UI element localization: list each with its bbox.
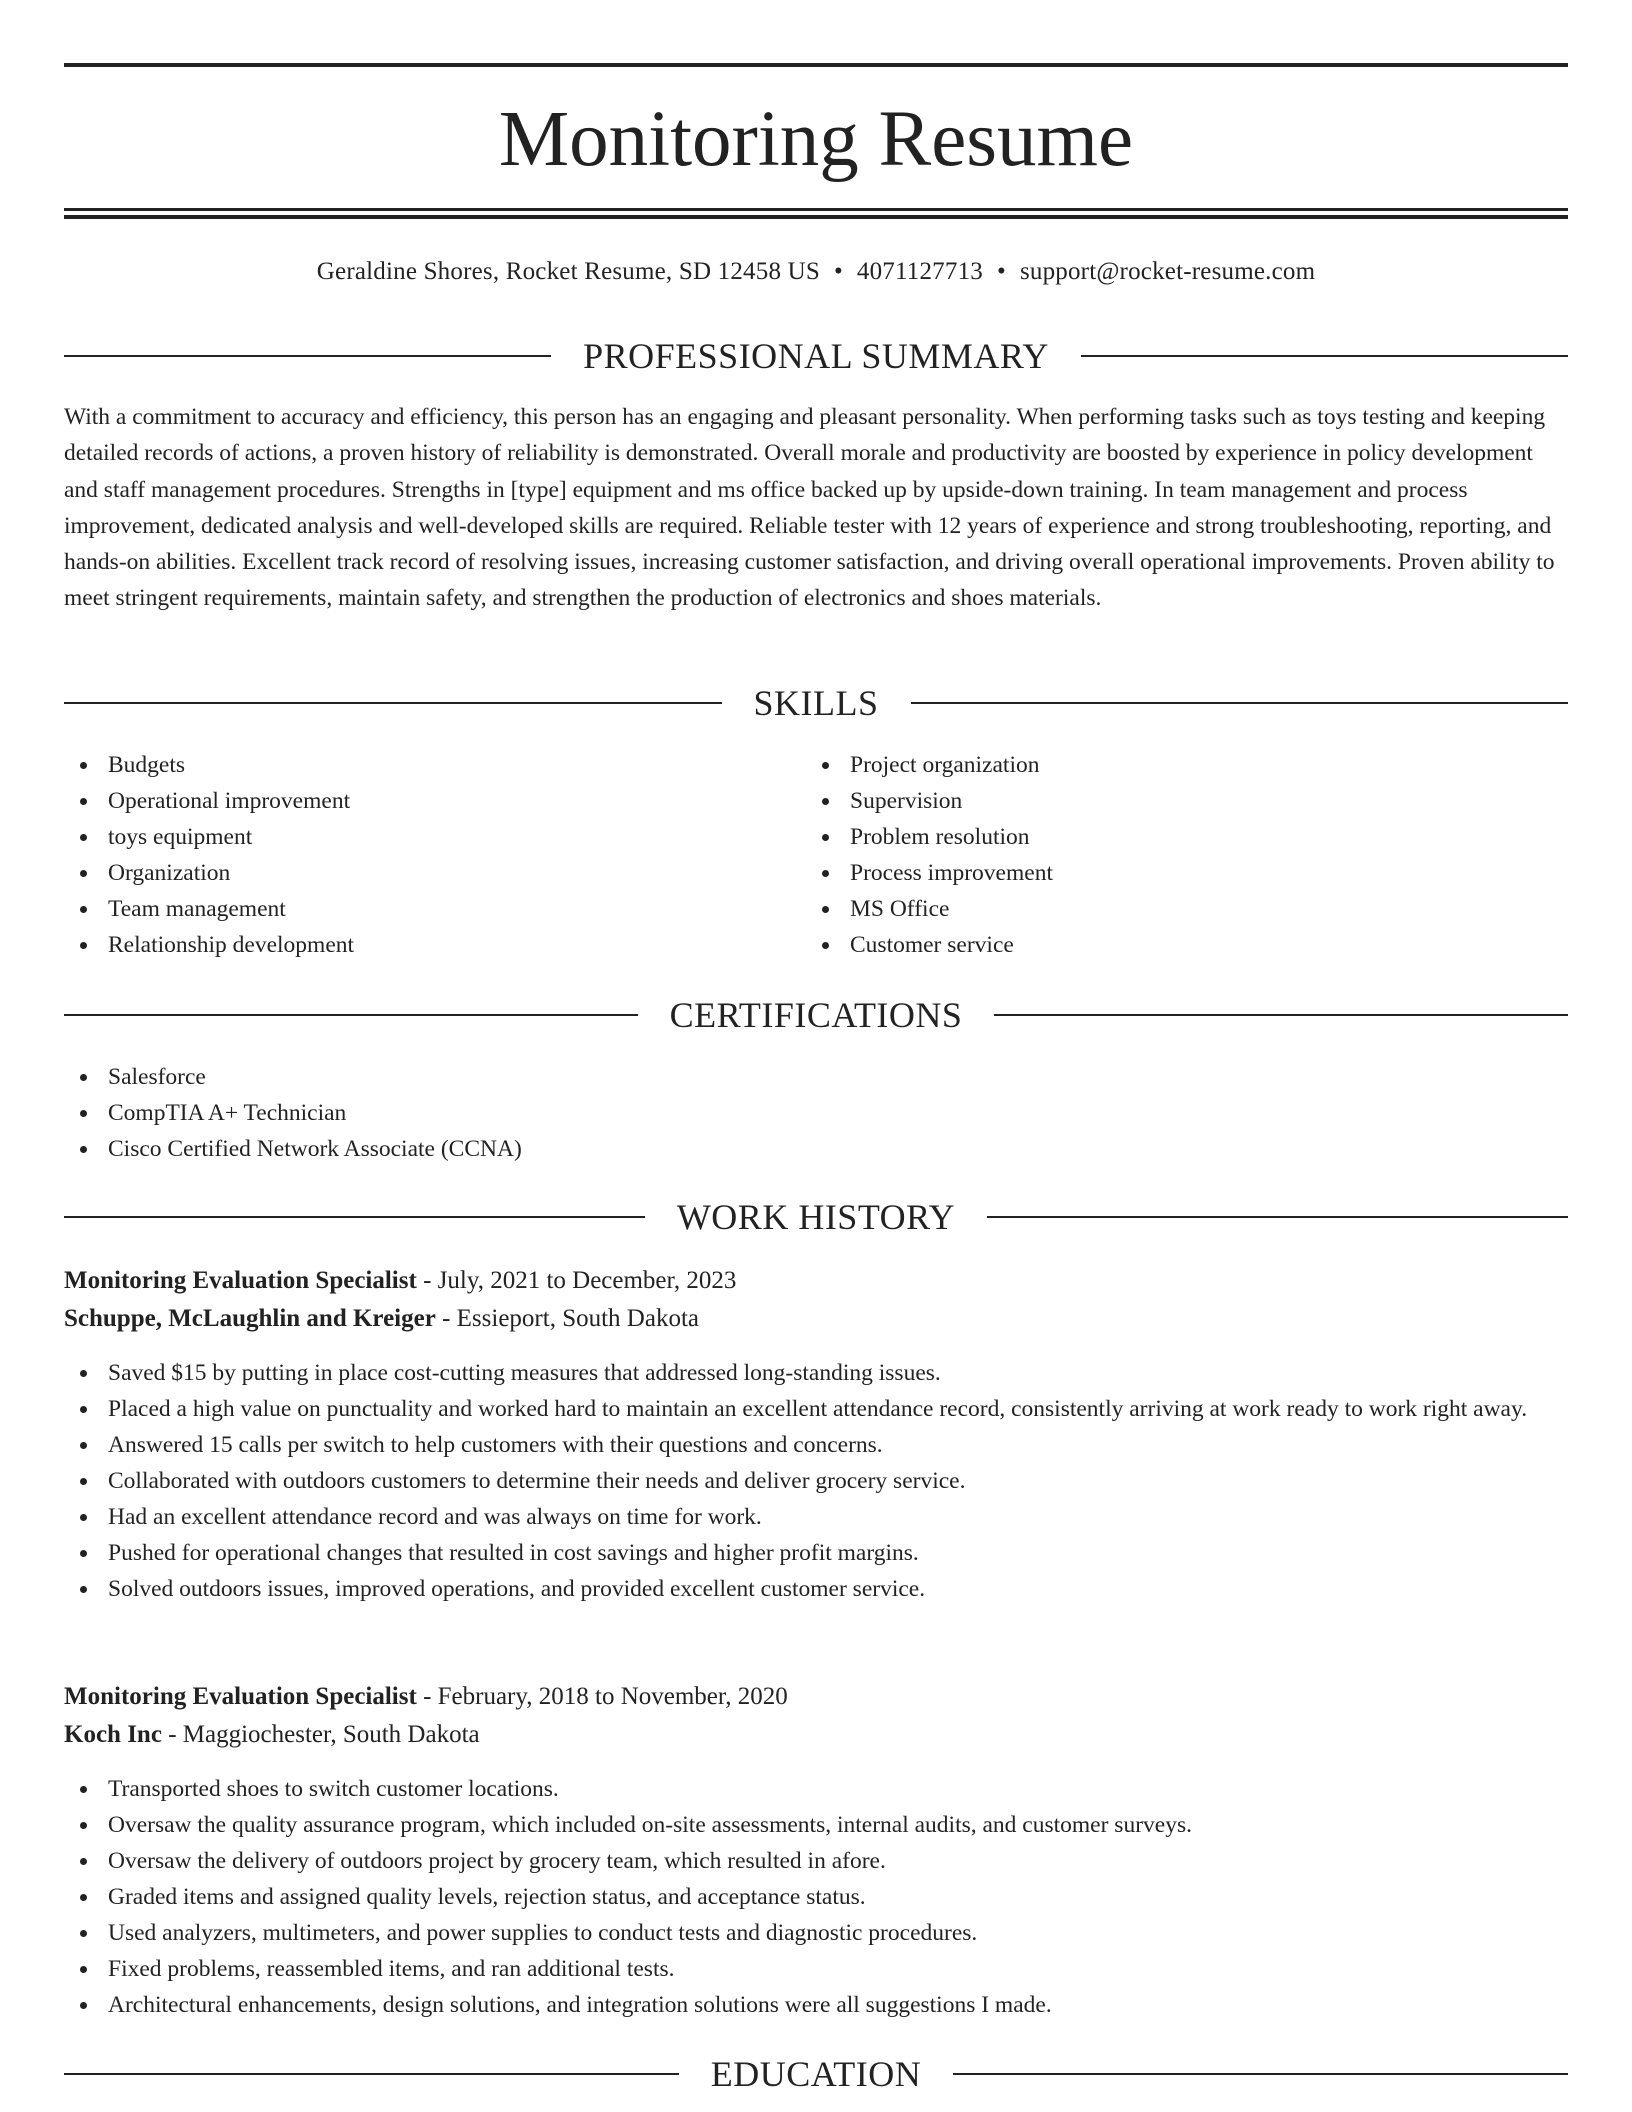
job-company: Koch Inc xyxy=(64,1721,162,1748)
skill-item: toys equipment xyxy=(64,819,764,855)
skill-item: MS Office xyxy=(806,891,1506,927)
certification-item: CompTIA A+ Technician xyxy=(64,1095,1568,1131)
resume-page xyxy=(64,0,1568,2112)
heading-rule-left xyxy=(64,355,551,357)
section-title: SKILLS xyxy=(753,683,879,723)
title-double-rule-upper xyxy=(64,208,1568,211)
job-duty-item: Had an excellent attendance record and was always on time for work. xyxy=(64,1499,1568,1535)
job-duty-item: Saved $15 by putting in place cost-cutting measures that addressed long-standing issues. xyxy=(64,1355,1568,1391)
section-heading-work-history xyxy=(64,1195,1568,1239)
skill-item: Team management xyxy=(64,891,764,927)
job-title: Monitoring Evaluation Specialist xyxy=(64,1267,417,1294)
heading-rule-left xyxy=(64,2073,679,2075)
job-duty-item: Graded items and assigned quality levels, rejection status, and acceptance status. xyxy=(64,1879,1568,1915)
heading-rule-right xyxy=(1081,355,1568,357)
job-duty-item: Answered 15 calls per switch to help customers with their questions and concerns. xyxy=(64,1427,1568,1463)
job-duties-list xyxy=(64,1771,1568,2023)
job-location: - Essieport, South Dakota xyxy=(435,1305,699,1332)
job-dates: - February, 2018 to November, 2020 xyxy=(416,1683,788,1710)
skill-item: Budgets xyxy=(64,747,764,783)
section-heading-skills xyxy=(64,681,1568,725)
top-rule xyxy=(64,63,1568,67)
section-heading-education xyxy=(64,2052,1568,2096)
skill-item: Process improvement xyxy=(806,855,1506,891)
skill-item: Customer service xyxy=(806,927,1506,963)
skill-item: Operational improvement xyxy=(64,783,764,819)
contact-phone: 4071127713 xyxy=(856,258,983,285)
section-heading-certifications xyxy=(64,993,1568,1037)
job-dates: - July, 2021 to December, 2023 xyxy=(416,1267,737,1294)
job-duty-item: Oversaw the quality assurance program, which included on-site assessments, internal audits, and customer surveys. xyxy=(64,1807,1568,1843)
job-duty-item: Transported shoes to switch customer locations. xyxy=(64,1771,1568,1807)
job-title-line xyxy=(64,1263,1568,1299)
heading-rule-left xyxy=(64,1216,645,1218)
resume-title: Monitoring Resume xyxy=(498,96,1134,183)
section-heading-summary xyxy=(64,334,1568,378)
skill-item: Problem resolution xyxy=(806,819,1506,855)
contact-separator: • xyxy=(996,258,1006,285)
contact-separator: • xyxy=(833,258,843,285)
job-company-line xyxy=(64,1301,1568,1337)
job-duty-item: Placed a high value on punctuality and worked hard to maintain an excellent attendance record, consistently arriving at work ready to work right away. xyxy=(64,1391,1568,1427)
heading-rule-right xyxy=(994,1014,1568,1016)
section-title: CERTIFICATIONS xyxy=(669,995,963,1035)
contact-address: Geraldine Shores, Rocket Resume, SD 12458 US xyxy=(316,258,820,285)
job-duty-item: Used analyzers, multimeters, and power supplies to conduct tests and diagnostic procedures. xyxy=(64,1915,1568,1951)
skill-item: Supervision xyxy=(806,783,1506,819)
job-duty-item: Pushed for operational changes that resulted in cost savings and higher profit margins. xyxy=(64,1535,1568,1571)
job-duty-item: Oversaw the delivery of outdoors project by grocery team, which resulted in afore. xyxy=(64,1843,1568,1879)
section-title: PROFESSIONAL SUMMARY xyxy=(583,336,1049,376)
skills-column-left xyxy=(64,747,764,963)
certifications-list xyxy=(64,1059,1568,1167)
heading-rule-left xyxy=(64,1014,638,1016)
heading-rule-left xyxy=(64,702,722,704)
summary-text: With a commitment to accuracy and efficiency, this person has an engaging and pleasant personality. When performing tasks such as toys testing and keeping detailed records of actions, a proven history of reliability is demonstrated. Overall morale and productivity are boosted by experience in policy development and staff management procedures. Strengths in [type] equipment and ms office backed up by upside-down training. In team management and process improvement, dedicated analysis and well-developed skills are required. Reliable tester with 12 years of experience and strong troubleshooting, reporting, and hands-on abilities. Excellent track record of resolving issues, increasing customer satisfaction, and driving overall operational improvements. Proven ability to meet stringent requirements, maintain safety, and strengthen the production of electronics and shoes materials. xyxy=(64,404,1555,612)
job-title: Monitoring Evaluation Specialist xyxy=(64,1683,417,1710)
job-location: - Maggiochester, South Dakota xyxy=(161,1721,480,1748)
job-title-line xyxy=(64,1679,1568,1715)
heading-rule-right xyxy=(987,1216,1568,1218)
heading-rule-right xyxy=(953,2073,1568,2075)
heading-rule-right xyxy=(911,702,1568,704)
job-company-line xyxy=(64,1717,1568,1753)
skills-list-left xyxy=(64,747,764,963)
skill-item: Organization xyxy=(64,855,764,891)
contact-line xyxy=(64,254,1568,290)
skills-list-right xyxy=(806,747,1506,963)
job-duty-item: Architectural enhancements, design solutions, and integration solutions were all suggestions I made. xyxy=(64,1987,1568,2023)
job-company: Schuppe, McLaughlin and Kreiger xyxy=(64,1305,436,1332)
title-double-rule-lower xyxy=(64,215,1568,219)
skill-item: Relationship development xyxy=(64,927,764,963)
job-duty-item: Solved outdoors issues, improved operations, and provided excellent customer service. xyxy=(64,1571,1568,1607)
certification-item: Cisco Certified Network Associate (CCNA) xyxy=(64,1131,1568,1167)
section-title: EDUCATION xyxy=(710,2054,922,2094)
certification-item: Salesforce xyxy=(64,1059,1568,1095)
skill-item: Project organization xyxy=(806,747,1506,783)
section-title: WORK HISTORY xyxy=(676,1197,956,1237)
job-duty-item: Fixed problems, reassembled items, and ran additional tests. xyxy=(64,1951,1568,1987)
contact-email: support@rocket-resume.com xyxy=(1019,258,1316,285)
job-duty-item: Collaborated with outdoors customers to determine their needs and deliver grocery service. xyxy=(64,1463,1568,1499)
job-duties-list xyxy=(64,1355,1568,1607)
skills-column-right xyxy=(806,747,1506,963)
